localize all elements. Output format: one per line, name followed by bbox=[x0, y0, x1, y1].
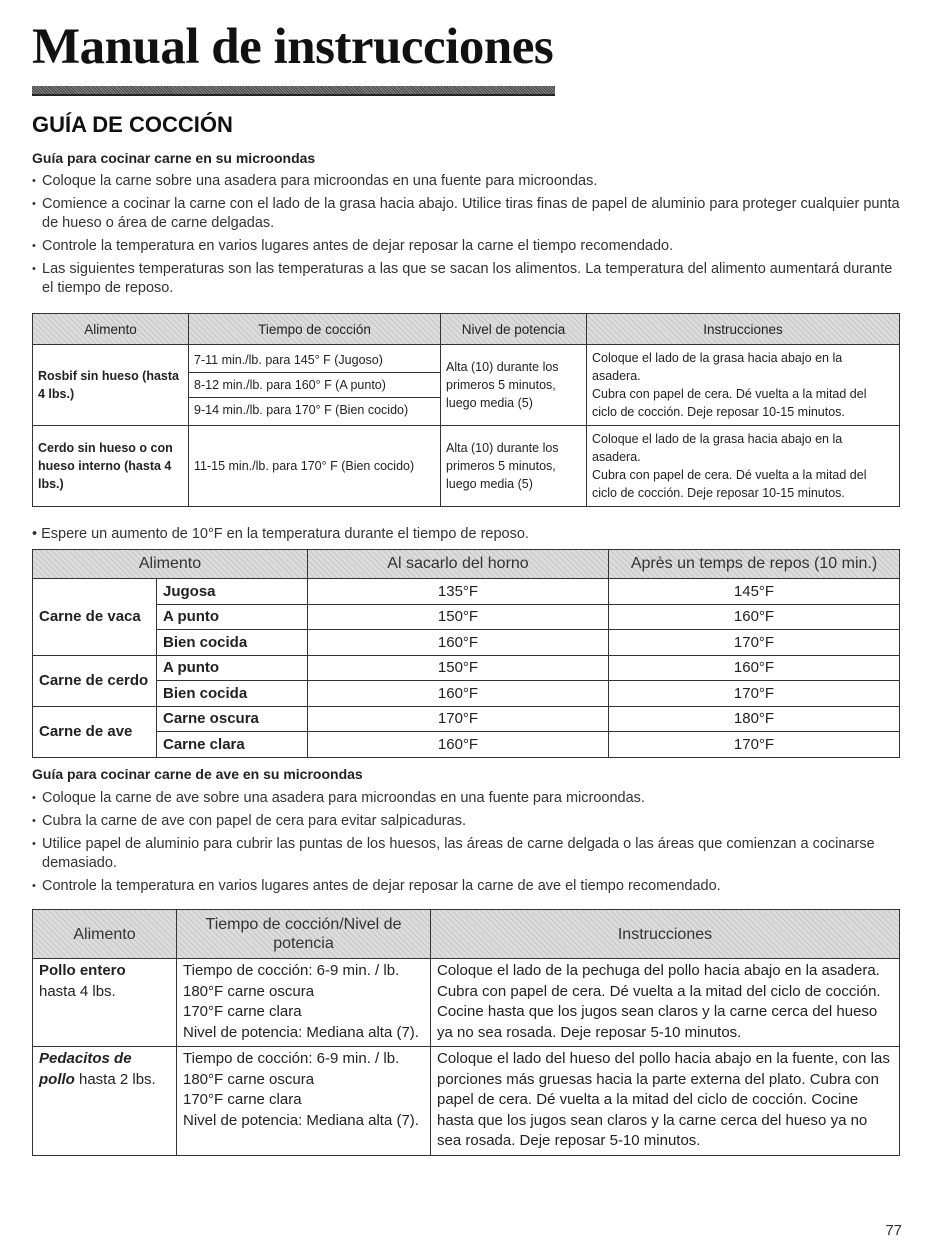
food-cell bbox=[33, 1047, 177, 1156]
food-group-cell: Carne de cerdo bbox=[33, 655, 157, 706]
meat-guide-bullets bbox=[32, 172, 902, 302]
food-cell: Rosbif sin hueso (hasta 4 lbs.) bbox=[33, 345, 189, 426]
power-level-line: Nivel de potencia: Mediana alta (7). bbox=[183, 1023, 419, 1041]
doneness-cell: A punto bbox=[157, 604, 308, 630]
temperature-table bbox=[32, 549, 900, 758]
poultry-guide-heading: Guía para cocinar carne de ave en su microondas bbox=[32, 766, 363, 782]
after-rest-temp-cell: 170°F bbox=[609, 630, 900, 656]
cooking-time-line: 8-12 min./lb. para 160° F (A punto) bbox=[189, 373, 440, 398]
doneness-cell: Bien cocida bbox=[157, 681, 308, 707]
cooking-time-line: Tiempo de cocción: 6-9 min. / lb. bbox=[183, 1050, 400, 1067]
power-level-line: Nivel de potencia: Mediana alta (7). bbox=[183, 1111, 419, 1129]
removal-temp-cell: 170°F bbox=[308, 706, 609, 732]
after-rest-temp-cell: 170°F bbox=[609, 732, 900, 758]
poultry-cooking-table bbox=[32, 909, 900, 1156]
poultry-table-header-food: Alimento bbox=[33, 910, 177, 959]
meat-bullet-1: • Coloque la carne sobre una asadera para microondas en una fuente para microondas. bbox=[32, 172, 902, 191]
standing-time-note-text: Espere un aumento de 10°F en la temperatura durante el tiempo de reposo. bbox=[41, 526, 529, 542]
temp-table-header-row bbox=[33, 550, 900, 579]
table-row bbox=[33, 426, 900, 507]
temp-table-header-after-rest: Après un temps de repos (10 min.) bbox=[609, 550, 900, 579]
poultry-bullet-4: • Controle la temperatura en varios lugares antes de dejar reposar la carne de ave el tiempo recomendado. bbox=[32, 877, 902, 896]
food-cell bbox=[33, 959, 177, 1047]
meat-cooking-table bbox=[32, 313, 900, 507]
doneness-cell: Jugosa bbox=[157, 579, 308, 605]
meat-bullet-2: • Comience a cocinar la carne con el lado de la grasa hacia abajo. Utilice tiras finas de papel de aluminio para proteger cualquier punta de hueso o área de carne delgadas. bbox=[32, 195, 902, 233]
cooking-time-cell: 11-15 min./lb. para 170° F (Bien cocido) bbox=[189, 426, 441, 507]
food-group-cell: Carne de vaca bbox=[33, 579, 157, 656]
power-level-cell: Alta (10) durante los primeros 5 minutos, luego media (5) bbox=[441, 426, 587, 507]
food-name: Pedacitos de pollo bbox=[39, 1050, 132, 1088]
page-title: Manual de instrucciones bbox=[32, 19, 554, 75]
after-rest-temp-cell: 170°F bbox=[609, 681, 900, 707]
food-group-cell: Carne de ave bbox=[33, 706, 157, 757]
removal-temp-cell: 150°F bbox=[308, 604, 609, 630]
after-rest-temp-cell: 180°F bbox=[609, 706, 900, 732]
power-level-cell: Alta (10) durante los primeros 5 minutos, luego media (5) bbox=[441, 345, 587, 426]
cooking-time-line: 180°F carne oscura bbox=[183, 1070, 315, 1088]
doneness-cell: Carne oscura bbox=[157, 706, 308, 732]
removal-temp-cell: 160°F bbox=[308, 732, 609, 758]
meat-bullet-3: • Controle la temperatura en varios lugares antes de dejar reposar la carne el tiempo recomendado. bbox=[32, 237, 902, 256]
temp-table-header-removal: Al sacarlo del horno bbox=[308, 550, 609, 579]
food-name: Pollo entero bbox=[39, 962, 126, 979]
cooking-time-line: 7-11 min./lb. para 145° F (Jugoso) bbox=[189, 348, 440, 373]
title-rule bbox=[32, 86, 555, 96]
instructions-cell: Coloque el lado de la grasa hacia abajo en la asadera. Cubra con papel de cera. Dé vuelta a la mitad del ciclo de cocción. Deje reposar 10-15 minutos. bbox=[587, 426, 900, 507]
page-number: 77 bbox=[885, 1222, 902, 1239]
poultry-table-header-instructions: Instrucciones bbox=[431, 910, 900, 959]
instructions-cell: Coloque el lado de la pechuga del pollo hacia abajo en la asadera. Cubra con papel de cera. Dé vuelta a la mitad del ciclo de cocción. Cocine hasta que los jugos sean claros y la carne cerca del hueso ya no sea rosada. Deje reposar 5-10 minutos. bbox=[431, 959, 900, 1047]
after-rest-temp-cell: 160°F bbox=[609, 655, 900, 681]
cooking-time-line: 9-14 min./lb. para 170° F (Bien cocido) bbox=[194, 403, 409, 417]
food-detail: hasta 2 lbs. bbox=[79, 1070, 156, 1088]
after-rest-temp-cell: 145°F bbox=[609, 579, 900, 605]
meat-table-header-row bbox=[33, 314, 900, 345]
poultry-bullet-3: • Utilice papel de aluminio para cubrir las puntas de los huesos, las áreas de carne delgada o las áreas que comienzan a cocinarse demasiado. bbox=[32, 835, 902, 873]
doneness-cell: Carne clara bbox=[157, 732, 308, 758]
removal-temp-cell: 150°F bbox=[308, 655, 609, 681]
cooking-time-cell bbox=[177, 959, 431, 1047]
meat-table-header-time: Tiempo de cocción bbox=[189, 314, 441, 345]
table-row bbox=[33, 732, 900, 758]
doneness-cell: Bien cocida bbox=[157, 630, 308, 656]
poultry-bullet-2: • Cubra la carne de ave con papel de cera para evitar salpicaduras. bbox=[32, 812, 902, 831]
standing-time-note: • Espere un aumento de 10°F en la temperatura durante el tiempo de reposo. bbox=[32, 526, 529, 542]
cooking-time-line: Tiempo de cocción: 6-9 min. / lb. bbox=[183, 962, 400, 979]
removal-temp-cell: 160°F bbox=[308, 681, 609, 707]
table-row bbox=[33, 1047, 900, 1156]
cooking-time-cell bbox=[177, 1047, 431, 1156]
after-rest-temp-cell: 160°F bbox=[609, 604, 900, 630]
table-row bbox=[33, 655, 900, 681]
cooking-time-line: 170°F carne clara bbox=[183, 1091, 302, 1108]
table-row bbox=[33, 604, 900, 630]
food-detail: hasta 4 lbs. bbox=[39, 982, 116, 1000]
temp-table-header-food: Alimento bbox=[33, 550, 308, 579]
cooking-time-line: 170°F carne clara bbox=[183, 1003, 302, 1020]
cooking-time-line: 180°F carne oscura bbox=[183, 982, 315, 1000]
poultry-bullet-1: • Coloque la carne de ave sobre una asadera para microondas en una fuente para microondas. bbox=[32, 789, 902, 808]
table-row bbox=[33, 681, 900, 707]
table-row bbox=[33, 959, 900, 1047]
poultry-table-header-row bbox=[33, 910, 900, 959]
meat-bullet-4: • Las siguientes temperaturas son las temperaturas a las que se sacan los alimentos. La temperatura del alimento aumentará durante el tiempo de reposo. bbox=[32, 260, 902, 298]
table-row bbox=[33, 345, 900, 426]
meat-table-header-power: Nivel de potencia bbox=[441, 314, 587, 345]
poultry-table-header-time-power: Tiempo de cocción/Nivel de potencia bbox=[177, 910, 431, 959]
instructions-cell: Coloque el lado del hueso del pollo hacia abajo en la fuente, con las porciones más gruesas hacia la parte externa del plato. Cubra con papel de cera. Dé vuelta a la mitad del ciclo de cocción. Cocine hasta que los jugos sean claros y la carne cerca del hueso ya no sea rosada. Deje reposar 5-10 minutos. bbox=[431, 1047, 900, 1156]
meat-table-header-food: Alimento bbox=[33, 314, 189, 345]
section-title: GUÍA DE COCCIÓN bbox=[32, 112, 233, 137]
removal-temp-cell: 160°F bbox=[308, 630, 609, 656]
meat-table-header-instructions: Instrucciones bbox=[587, 314, 900, 345]
table-row bbox=[33, 579, 900, 605]
meat-guide-heading: Guía para cocinar carne en su microondas bbox=[32, 150, 316, 166]
poultry-guide-bullets bbox=[32, 789, 902, 900]
food-cell: Cerdo sin hueso o con hueso interno (hasta 4 lbs.) bbox=[33, 426, 189, 507]
removal-temp-cell: 135°F bbox=[308, 579, 609, 605]
table-row bbox=[33, 630, 900, 656]
doneness-cell: A punto bbox=[157, 655, 308, 681]
table-row bbox=[33, 706, 900, 732]
instructions-cell: Coloque el lado de la grasa hacia abajo en la asadera. Cubra con papel de cera. Dé vuelta a la mitad del ciclo de cocción. Deje reposar 10-15 minutos. bbox=[587, 345, 900, 426]
cooking-time-cell bbox=[189, 345, 441, 426]
